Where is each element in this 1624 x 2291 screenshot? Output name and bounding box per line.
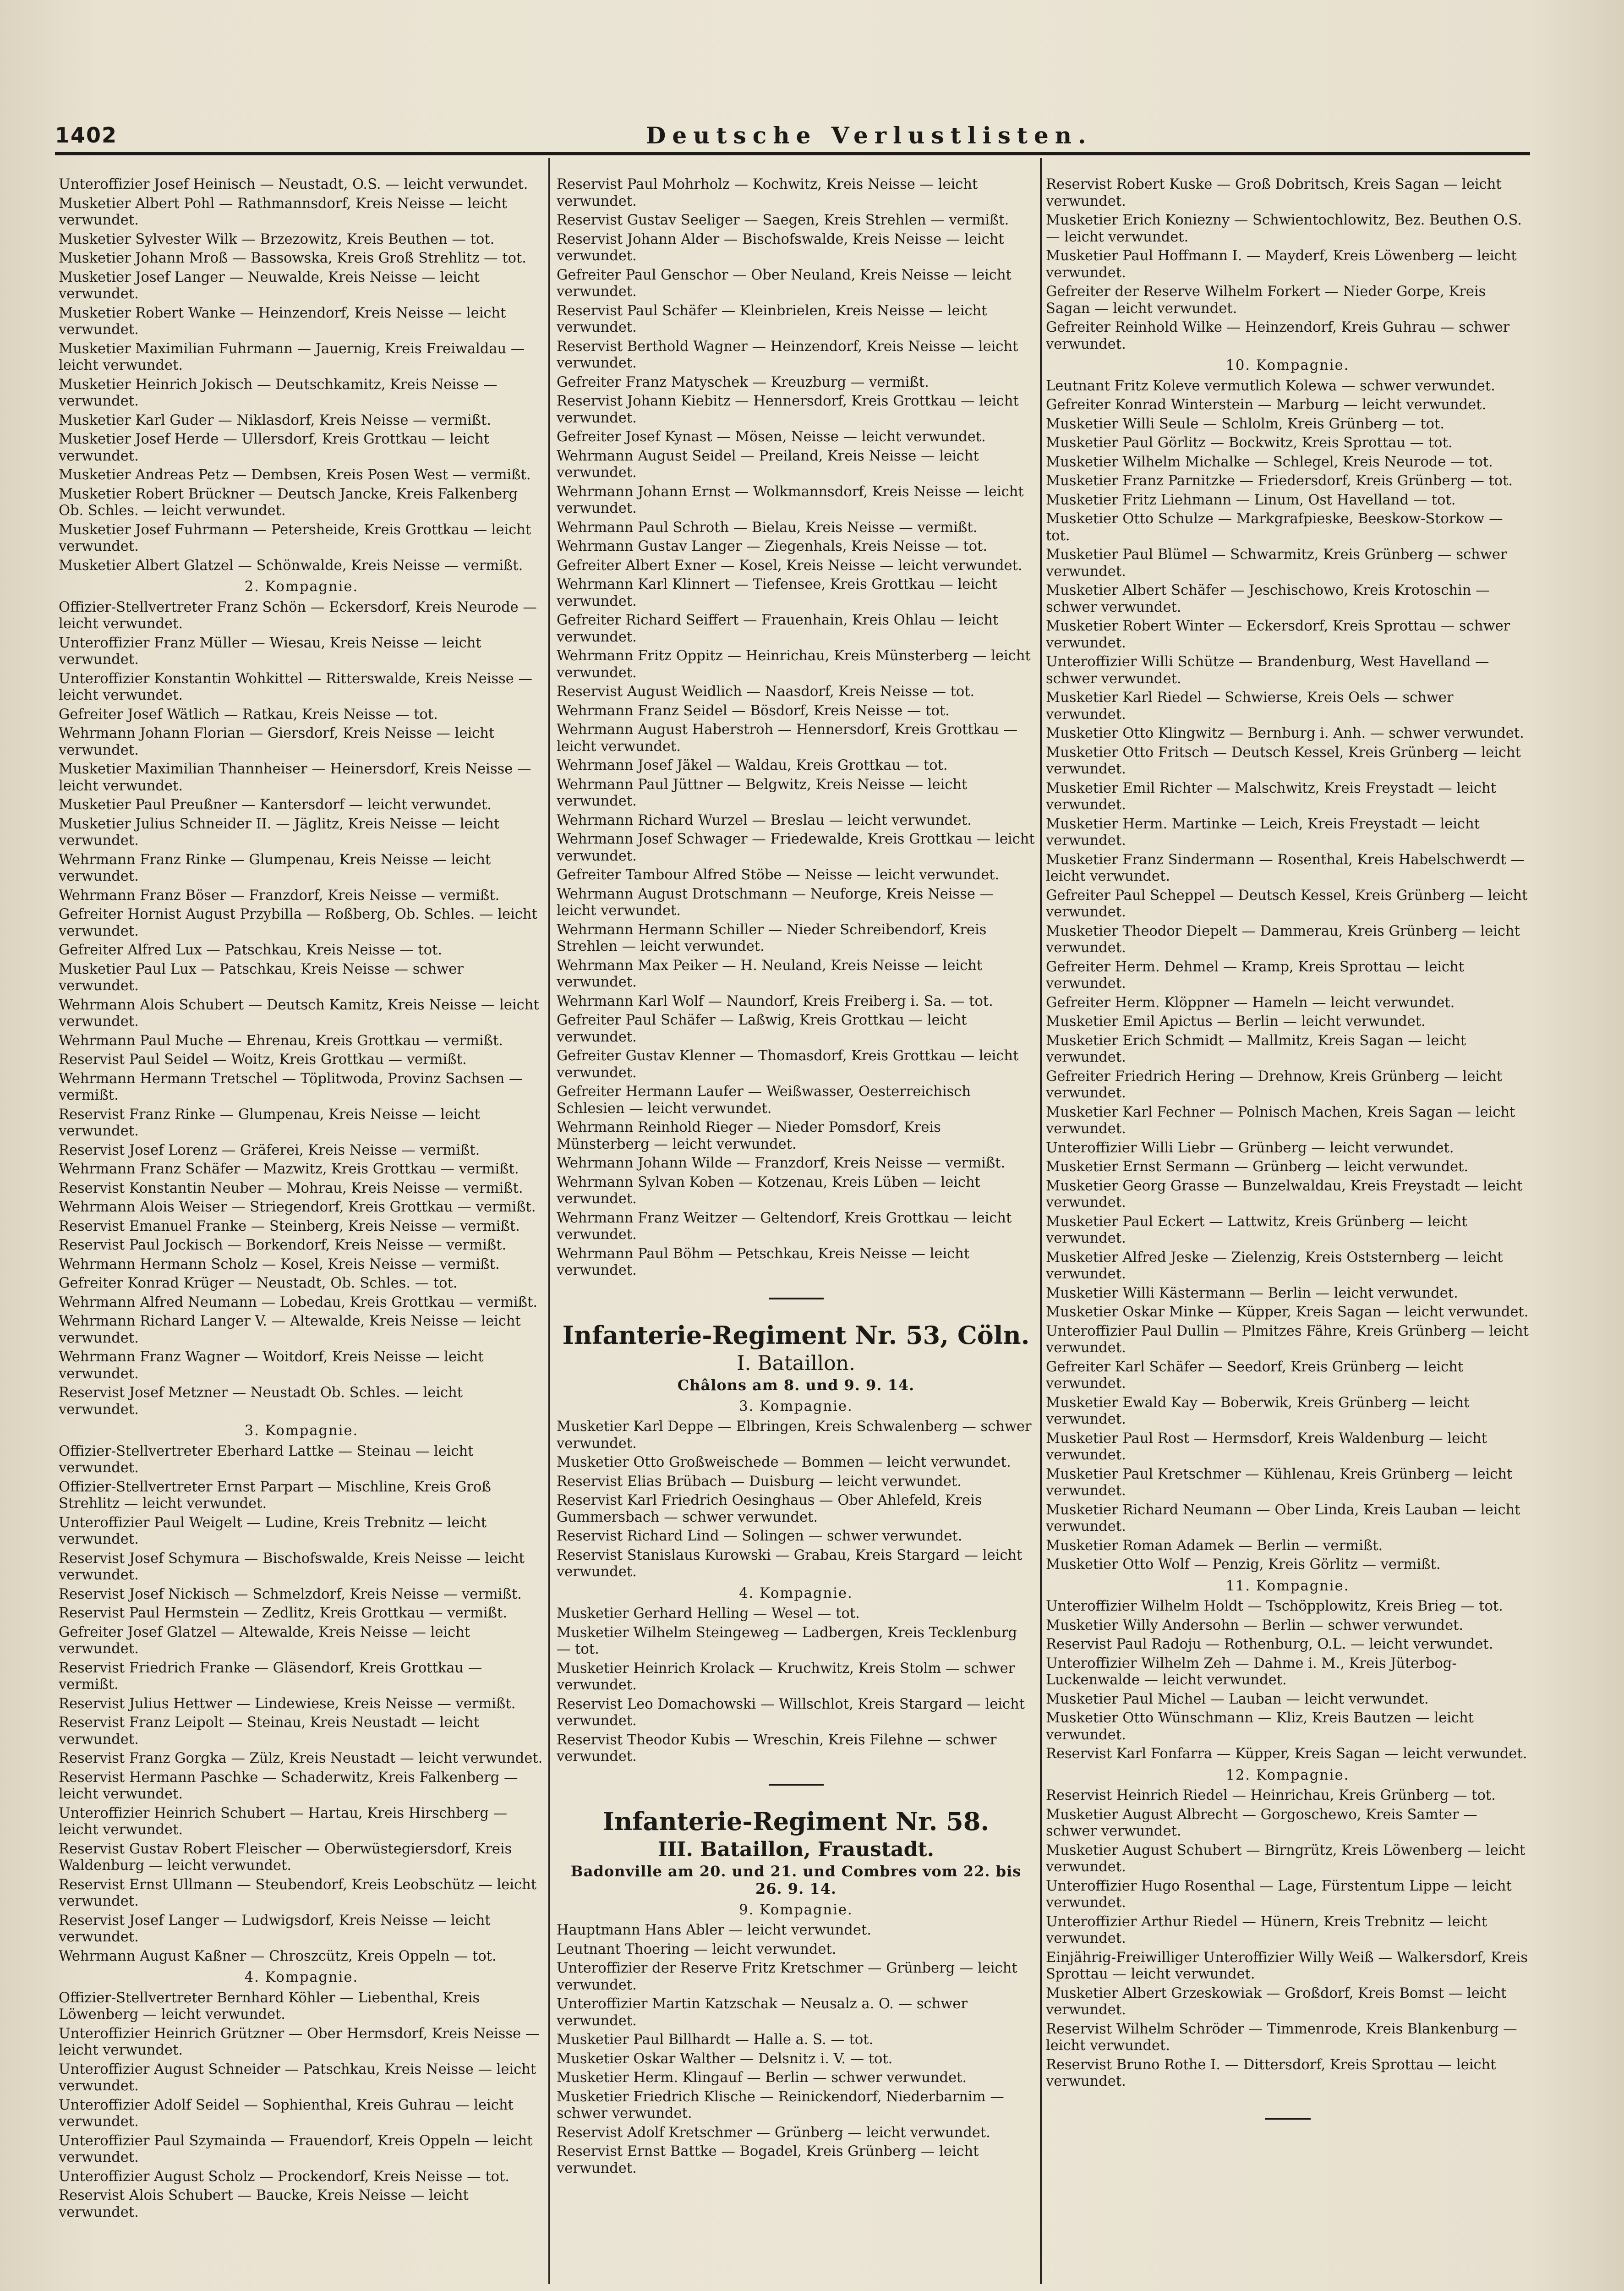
casualty-entry: Wehrmann Richard Wurzel — Breslau — leicht verwundet. [557,812,972,828]
casualty-entry: Reservist Franz Rinke — Glumpenau, Kreis Neisse — leicht verwundet. [59,1106,480,1139]
casualty-entry: Wehrmann Johann Ernst — Wolkmannsdorf, Kreis Neisse — leicht verwundet. [557,483,1024,516]
casualty-entry: Musketier Paul Billhardt — Halle a. S. — tot. [557,2032,874,2048]
header-rule [55,152,1530,155]
casualty-entry: Musketier Roman Adamek — Berlin — vermißt. [1046,1537,1383,1554]
casualty-entry: Musketier Heinrich Krolack — Kruchwitz, Kreis Stolm — schwer verwundet. [557,1660,1015,1693]
casualty-entry: Reservist Paul Radoju — Rothenburg, O.L. — leicht verwundet. [1046,1636,1493,1652]
casualty-entry: Musketier Karl Guder — Niklasdorf, Kreis Neisse — vermißt. [59,412,492,428]
casualty-entry: Musketier Paul Preußner — Kantersdorf — leicht verwundet. [59,797,492,813]
casualty-entry: Gefreiter Paul Genschor — Ober Neuland, Kreis Neisse — leicht verwundet. [557,267,1012,300]
section-divider [1265,2118,1311,2120]
casualty-entry: Wehrmann Paul Jüttner — Belgwitz, Kreis Neisse — leicht verwundet. [557,776,968,809]
casualty-entry: Musketier Erich Schmidt — Mallmitz, Kreis Sagan — leicht verwundet. [1046,1032,1466,1065]
casualty-entry: Reservist Josef Nickisch — Schmelzdorf, Kreis Neisse — vermißt. [59,1586,522,1602]
casualty-entry: Reservist Josef Metzner — Neustadt Ob. Schles. — leicht verwundet. [59,1385,463,1418]
casualty-entry: Wehrmann Karl Wolf — Naundorf, Kreis Freiberg i. Sa. — tot. [557,993,993,1009]
casualty-entry: Reservist Robert Kuske — Groß Dobritsch, Kreis Sagan — leicht verwundet. [1046,176,1502,209]
casualty-entry: Wehrmann Paul Böhm — Petschkau, Kreis Neisse — leicht verwundet. [557,1245,970,1278]
casualty-entry: Reservist August Weidlich — Naasdorf, Kreis Neisse — tot. [557,684,975,700]
casualty-entry: Wehrmann Franz Schäfer — Mazwitz, Kreis Grottkau — vermißt. [59,1161,519,1177]
casualty-entry: Reservist Paul Jockisch — Borkendorf, Kreis Neisse — vermißt. [59,1237,507,1253]
casualty-entry: Musketier Josef Herde — Ullersdorf, Kreis Grottkau — leicht verwundet. [59,431,489,464]
company-heading: 12. Kompagnie. [1225,1767,1350,1783]
casualty-entry: Musketier Josef Langer — Neuwalde, Kreis Neisse — leicht verwundet. [59,269,480,302]
casualty-entry: Musketier Julius Schneider II. — Jäglitz, Kreis Neisse — leicht verwundet. [59,816,500,849]
casualty-entry: Musketier Franz Parnitzke — Friedersdorf, Kreis Grünberg — tot. [1046,473,1513,489]
casualty-entry: Musketier Johann Mroß — Bassowska, Kreis Groß Strehlitz — tot. [59,250,526,266]
page-header [55,123,1528,152]
casualty-entry: Musketier Herm. Klingauf — Berlin — schwer verwundet. [557,2070,967,2086]
casualty-entry: Reservist Alois Schubert — Baucke, Kreis Neisse — leicht verwundet. [59,2187,469,2220]
casualty-entry: Wehrmann Karl Klinnert — Tiefensee, Kreis Grottkau — leicht verwundet. [557,576,997,609]
casualty-entry: Wehrmann Franz Weitzer — Geltendorf, Kreis Grottkau — leicht verwundet. [557,1210,1012,1243]
casualty-entry: Offizier-Stellvertreter Franz Schön — Eckersdorf, Kreis Neurode — leicht verwundet. [59,599,537,632]
casualty-entry: Gefreiter Karl Schäfer — Seedorf, Kreis Grünberg — leicht verwundet. [1046,1359,1464,1392]
casualty-entry: Reservist Richard Lind — Solingen — schwer verwundet. [557,1528,962,1544]
casualty-entry: Musketier Andreas Petz — Dembsen, Kreis Posen West — vermißt. [59,467,531,483]
casualty-entry: Gefreiter Paul Schäfer — Laßwig, Kreis Grottkau — leicht verwundet. [557,1012,967,1045]
casualty-entry: Unteroffizier Paul Weigelt — Ludine, Kreis Trebnitz — leicht verwundet. [59,1514,487,1547]
casualty-entry: Gefreiter Josef Glatzel — Altewalde, Kreis Neisse — leicht verwundet. [59,1624,470,1657]
casualty-entry: Unteroffizier Martin Katzschak — Neusalz a. O. — schwer verwundet. [557,1996,968,2029]
casualty-entry: Reservist Gustav Robert Fleischer — Oberwüstegiersdorf, Kreis Waldenburg — leicht verwundet. [59,1841,512,1874]
casualty-entry: Wehrmann Fritz Oppitz — Heinrichau, Kreis Münsterberg — leicht verwundet. [557,648,1031,681]
casualty-entry: Offizier-Stellvertreter Bernhard Köhler — Liebenthal, Kreis Löwenberg — leicht verwundet. [59,1990,480,2022]
casualty-entry: Musketier August Albrecht — Gorgoschewo, Kreis Samter — schwer verwundet. [1046,1806,1477,1839]
casualty-entry: Gefreiter Konrad Winterstein — Marburg — leicht verwundet. [1046,397,1487,413]
regiment-heading: Infanterie-Regiment Nr. 53, Cöln. [562,1320,1030,1350]
casualty-entry: Wehrmann Gustav Langer — Ziegenhals, Kreis Neisse — tot. [557,538,988,554]
casualty-entry: Musketier Paul Görlitz — Bockwitz, Kreis Sprottau — tot. [1046,435,1453,451]
casualty-entry: Gefreiter der Reserve Wilhelm Forkert — Nieder Gorpe, Kreis Sagan — leicht verwundet. [1046,284,1486,317]
section-divider [769,1298,824,1299]
company-heading: 4. Kompagnie. [244,1969,359,1985]
casualty-entry: Gefreiter Albert Exner — Kosel, Kreis Neisse — leicht verwundet. [557,557,1023,574]
casualty-entry: Musketier Albert Pohl — Rathmannsdorf, Kreis Neisse — leicht verwundet. [59,195,507,228]
casualty-entry: Reservist Paul Hermstein — Zedlitz, Kreis Grottkau — vermißt. [59,1605,508,1621]
casualty-entry: Musketier Willi Kästermann — Berlin — leicht verwundet. [1046,1285,1458,1301]
casualty-entry: Reservist Johann Kiebitz — Hennersdorf, Kreis Grottkau — leicht verwundet. [557,393,1019,426]
casualty-entry: Musketier Georg Grasse — Bunzelwaldau, Kreis Freystadt — leicht verwundet. [1046,1178,1523,1211]
casualty-entry: Wehrmann Paul Muche — Ehrenau, Kreis Grottkau — vermißt. [59,1032,503,1049]
casualty-entry: Musketier Josef Fuhrmann — Petersheide, Kreis Grottkau — leicht verwundet. [59,521,531,554]
casualty-entry: Reservist Stanislaus Kurowski — Grabau, Kreis Stargard — leicht verwundet. [557,1547,1023,1580]
casualty-entry: Wehrmann Franz Seidel — Bösdorf, Kreis Neisse — tot. [557,702,950,719]
company-heading: 11. Kompagnie. [1225,1578,1350,1594]
casualty-entry: Musketier Wilhelm Steingeweg — Ladbergen, Kreis Tecklenburg — tot. [557,1624,1017,1657]
casualty-entry: Musketier Ewald Kay — Boberwik, Kreis Grünberg — leicht verwundet. [1046,1394,1470,1427]
casualty-entry: Musketier Ernst Sermann — Grünberg — leicht verwundet. [1046,1159,1469,1175]
casualty-entry: Wehrmann Franz Wagner — Woitdorf, Kreis Neisse — leicht verwundet. [59,1349,484,1382]
casualty-entry: Gefreiter Reinhold Wilke — Heinzendorf, Kreis Guhrau — schwer verwundet. [1046,319,1510,352]
casualty-entry: Reservist Adolf Kretschmer — Grünberg — leicht verwundet. [557,2124,990,2141]
casualty-entry: Musketier Willy Andersohn — Berlin — schwer verwundet. [1046,1617,1464,1633]
casualty-entry: Musketier Richard Neumann — Ober Linda, Kreis Lauban — leicht verwundet. [1046,1502,1520,1535]
casualty-entry: Unteroffizier Konstantin Wohkittel — Ritterswalde, Kreis Neisse — leicht verwundet. [59,670,533,703]
casualty-entry: Reservist Karl Friedrich Oesinghaus — Ober Ahlefeld, Kreis Gummersbach — schwer verwundet. [557,1492,982,1525]
casualty-entry: Reservist Josef Schymura — Bischofswalde, Kreis Neisse — leicht verwundet. [59,1550,525,1583]
casualty-entry: Wehrmann Franz Rinke — Glumpenau, Kreis Neisse — leicht verwundet. [59,851,491,884]
casualty-entry: Musketier August Schubert — Birngrütz, Kreis Löwenberg — leicht verwundet. [1046,1842,1526,1875]
casualty-entry: Musketier Albert Glatzel — Schönwalde, Kreis Neisse — vermißt. [59,557,523,574]
casualty-entry: Wehrmann Hermann Tretschel — Töplitwoda, Provinz Sachsen — vermißt. [59,1070,523,1103]
battalion-heading: I. Bataillon. [737,1351,855,1375]
casualty-entry: Musketier Otto Wünschmann — Kliz, Kreis Bautzen — leicht verwundet. [1046,1710,1474,1743]
casualty-entry: Leutnant Thoering — leicht verwundet. [557,1941,837,1957]
company-heading: 3. Kompagnie. [244,1423,359,1439]
casualty-entry: Musketier Otto Großweischede — Bommen — leicht verwundet. [557,1454,1011,1470]
casualty-entry: Reservist Hermann Paschke — Schaderwitz, Kreis Falkenberg — leicht verwundet. [59,1769,518,1802]
casualty-entry: Unteroffizier Franz Müller — Wiesau, Kreis Neisse — leicht verwundet. [59,635,481,668]
casualty-entry: Musketier Paul Michel — Lauban — leicht verwundet. [1046,1691,1429,1707]
casualty-entry: Wehrmann Hermann Scholz — Kosel, Kreis Neisse — vermißt. [59,1256,500,1272]
casualty-entry: Reservist Ernst Battke — Bogadel, Kreis Grünberg — leicht verwundet. [557,2143,979,2176]
casualty-entry: Musketier Sylvester Wilk — Brzezowitz, Kreis Beuthen — tot. [59,231,495,247]
casualty-entry: Reservist Konstantin Neuber — Mohrau, Kreis Neisse — vermißt. [59,1180,523,1196]
casualty-entry: Musketier Paul Kretschmer — Kühlenau, Kreis Grünberg — leicht verwundet. [1046,1466,1513,1499]
casualty-entry: Gefreiter Franz Matyschek — Kreuzburg — vermißt. [557,374,929,390]
casualty-entry: Wehrmann Josef Schwager — Friedewalde, Kreis Grottkau — leicht verwundet. [557,831,1035,864]
casualty-entry: Unteroffizier Josef Heinisch — Neustadt, O.S. — leicht verwundet. [59,176,528,192]
casualty-entry: Wehrmann Johann Florian — Giersdorf, Kreis Neisse — leicht verwundet. [59,725,495,758]
casualty-entry: Gefreiter Richard Seiffert — Frauenhain, Kreis Ohlau — leicht verwundet. [557,612,999,645]
casualty-entry: Gefreiter Hornist August Przybilla — Roßberg, Ob. Schles. — leicht verwundet. [59,906,537,939]
casualty-entry: Musketier Paul Blümel — Schwarmitz, Kreis Grünberg — schwer verwundet. [1046,547,1507,580]
casualty-entry: Unteroffizier Willi Schütze — Brandenburg, West Havelland — schwer verwundet. [1046,654,1489,687]
casualty-entry: Reservist Wilhelm Schröder — Timmenrode, Kreis Blankenburg — leicht verwundet. [1046,2021,1517,2054]
company-heading: 2. Kompagnie. [244,579,359,595]
casualty-entry: Unteroffizier Paul Szymainda — Frauendorf, Kreis Oppeln — leicht verwundet. [59,2132,533,2165]
casualty-entry: Wehrmann Johann Wilde — Franzdorf, Kreis Neisse — vermißt. [557,1155,1006,1171]
casualty-entry: Gefreiter Hermann Laufer — Weißwasser, Oesterreichisch Schlesien — leicht verwundet. [557,1084,971,1117]
casualty-entry: Musketier Oskar Minke — Küpper, Kreis Sagan — leicht verwundet. [1046,1304,1529,1320]
casualty-entry: Gefreiter Konrad Krüger — Neustadt, Ob. Schles. — tot. [59,1275,458,1291]
casualty-entry: Reservist Emanuel Franke — Steinberg, Kreis Neisse — vermißt. [59,1218,520,1234]
casualty-entry: Unteroffizier August Schneider — Patschkau, Kreis Neisse — leicht verwundet. [59,2061,536,2094]
casualty-entry: Musketier Erich Koniezny — Schwientochlowitz, Bez. Beuthen O.S. — leicht verwundet. [1046,212,1522,245]
casualty-entry: Musketier Franz Sindermann — Rosenthal, Kreis Habelschwerdt — leicht verwundet. [1046,851,1525,884]
battle-date-line: Châlons am 8. und 9. 9. 14. [677,1376,915,1394]
casualty-entry: Unteroffizier Willi Liebr — Grünberg — leicht verwundet. [1046,1140,1454,1156]
casualty-entry: Reservist Heinrich Riedel — Heinrichau, Kreis Grünberg — tot. [1046,1787,1496,1803]
casualty-entry: Reservist Julius Hettwer — Lindewiese, Kreis Neisse — vermißt. [59,1695,516,1712]
casualty-entry: Gefreiter Alfred Lux — Patschkau, Kreis Neisse — tot. [59,942,443,958]
casualty-entry: Wehrmann Richard Langer V. — Altewalde, Kreis Neisse — leicht verwundet. [59,1313,521,1346]
casualty-entry: Reservist Friedrich Franke — Gläsendorf, Kreis Grottkau — vermißt. [59,1660,482,1693]
casualty-entry: Musketier Oskar Walther — Delsnitz i. V. — tot. [557,2050,893,2067]
casualty-entry: Reservist Ernst Ullmann — Steubendorf, Kreis Leobschütz — leicht verwundet. [59,1876,537,1909]
casualty-entry: Musketier Heinrich Jokisch — Deutschkamitz, Kreis Neisse — verwundet. [59,376,498,409]
casualty-entry: Unteroffizier Wilhelm Zeh — Dahme i. M., Kreis Jüterbog-Luckenwalde — leicht verwundet. [1046,1655,1457,1688]
casualty-entry: Gefreiter Herm. Dehmel — Kramp, Kreis Sprottau — leicht verwundet. [1046,959,1465,992]
casualty-entry: Wehrmann Hermann Schiller — Nieder Schreibendorf, Kreis Strehlen — leicht verwundet. [557,921,987,954]
casualty-entry: Wehrmann Max Peiker — H. Neuland, Kreis Neisse — leicht verwundet. [557,957,983,990]
casualty-entry: Hauptmann Hans Abler — leicht verwundet. [557,1922,871,1938]
casualty-entry: Gefreiter Friedrich Hering — Drehnow, Kreis Grünberg — leicht verwundet. [1046,1068,1503,1101]
casualty-entry: Wehrmann Reinhold Rieger — Nieder Pomsdorf, Kreis Münsterberg — leicht verwundet. [557,1119,941,1152]
casualty-entry: Unteroffizier Heinrich Grützner — Ober Hermsdorf, Kreis Neisse — leicht verwundet. [59,2025,540,2058]
casualty-entry: Gefreiter Josef Kynast — Mösen, Neisse — leicht verwundet. [557,429,986,445]
casualty-entry: Reservist Josef Langer — Ludwigsdorf, Kreis Neisse — leicht verwundet. [59,1912,491,1945]
page-title: Deutsche Verlustlisten. [646,122,1093,149]
casualty-entry: Musketier Robert Brückner — Deutsch Jancke, Kreis Falkenberg Ob. Schles. — leicht verwundet. [59,486,518,519]
casualty-entry: Musketier Paul Rost — Hermsdorf, Kreis Waldenburg — leicht verwundet. [1046,1430,1487,1463]
column-2 [557,176,1035,2291]
casualty-entry: Musketier Otto Klingwitz — Bernburg i. Anh. — schwer verwundet. [1046,725,1524,741]
casualty-entry: Musketier Maximilian Fuhrmann — Jauernig, Kreis Freiwaldau — leicht verwundet. [59,340,525,373]
casualty-entry: Unteroffizier Wilhelm Holdt — Tschöpplowitz, Kreis Brieg — tot. [1046,1598,1503,1614]
casualty-entry: Musketier Karl Deppe — Elbringen, Kreis Schwalenberg — schwer verwundet. [557,1419,1032,1452]
casualty-entry: Reservist Karl Fonfarra — Küpper, Kreis Sagan — leicht verwundet. [1046,1746,1527,1762]
casualty-entry: Wehrmann Josef Jäkel — Waldau, Kreis Grottkau — tot. [557,757,948,773]
casualty-entry: Musketier Paul Eckert — Lattwitz, Kreis Grünberg — leicht verwundet. [1046,1213,1467,1246]
casualty-entry: Musketier Otto Fritsch — Deutsch Kessel, Kreis Grünberg — leicht verwundet. [1046,744,1521,777]
company-heading: 3. Kompagnie. [739,1398,853,1414]
casualty-entry: Musketier Paul Hoffmann I. — Mayderf, Kreis Löwenberg — leicht verwundet. [1046,248,1517,281]
casualty-entry: Gefreiter Paul Scheppel — Deutsch Kessel, Kreis Grünberg — leicht verwundet. [1046,887,1528,920]
company-heading: 10. Kompagnie. [1225,357,1350,373]
casualty-entry: Unteroffizier Paul Dullin — Plmitzes Fähre, Kreis Grünberg — leicht verwundet. [1046,1323,1529,1356]
casualty-entry: Musketier Paul Lux — Patschkau, Kreis Neisse — schwer verwundet. [59,961,464,994]
casualty-entry: Musketier Albert Grzeskowiak — Großdorf, Kreis Bomst — leicht verwundet. [1046,1985,1507,2018]
casualty-entry: Reservist Bruno Rothe I. — Dittersdorf, Kreis Sprottau — leicht verwundet. [1046,2056,1496,2089]
casualty-entry: Musketier Alfred Jeske — Zielenzig, Kreis Oststernberg — leicht verwundet. [1046,1249,1503,1282]
casualty-entry: Offizier-Stellvertreter Eberhard Lattke — Steinau — leicht verwundet. [59,1443,474,1476]
casualty-entry: Unteroffizier Heinrich Schubert — Hartau, Kreis Hirschberg — leicht verwundet. [59,1805,508,1838]
casualty-entry: Einjährig-Freiwilliger Unteroffizier Willy Weiß — Walkersdorf, Kreis Sprottau — leicht verwundet. [1046,1949,1528,1982]
casualty-entry: Reservist Berthold Wagner — Heinzendorf, Kreis Neisse — leicht verwundet. [557,338,1018,371]
casualty-entry: Reservist Paul Mohrholz — Kochwitz, Kreis Neisse — leicht verwundet. [557,176,978,209]
casualty-entry: Musketier Karl Fechner — Polnisch Machen, Kreis Sagan — leicht verwundet. [1046,1104,1515,1137]
column-divider-right [1040,158,1042,2284]
casualty-entry: Gefreiter Josef Wätlich — Ratkau, Kreis Neisse — tot. [59,706,438,723]
casualty-entry: Wehrmann August Drotschmann — Neuforge, Kreis Neisse — leicht verwundet. [557,886,994,919]
casualty-entry: Musketier Gerhard Helling — Wesel — tot. [557,1606,860,1622]
casualty-entry: Musketier Robert Winter — Eckersdorf, Kreis Sprottau — schwer verwundet. [1046,618,1510,651]
casualty-entry: Wehrmann Alfred Neumann — Lobedau, Kreis Grottkau — vermißt. [59,1294,538,1310]
casualty-entry: Unteroffizier der Reserve Fritz Kretschmer — Grünberg — leicht verwundet. [557,1960,1017,1993]
column-3 [1046,176,1529,2284]
casualty-entry: Musketier Theodor Diepelt — Dammerau, Kreis Grünberg — leicht verwundet. [1046,923,1520,956]
page-number: 1402 [55,123,118,148]
casualty-entry: Offizier-Stellvertreter Ernst Parpart — Mischline, Kreis Groß Strehlitz — leicht verwundet. [59,1479,491,1512]
casualty-entry: Musketier Robert Wanke — Heinzendorf, Kreis Neisse — leicht verwundet. [59,305,506,338]
casualty-entry: Gefreiter Tambour Alfred Stöbe — Neisse — leicht verwundet. [557,867,1000,883]
casualty-entry: Musketier Otto Wolf — Penzig, Kreis Görlitz — vermißt. [1046,1557,1441,1573]
casualty-entry: Musketier Maximilian Thannheiser — Heinersdorf, Kreis Neisse — leicht verwundet. [59,761,531,794]
casualty-entry: Musketier Emil Apictus — Berlin — leicht verwundet. [1046,1014,1426,1030]
casualty-entry: Musketier Karl Riedel — Schwierse, Kreis Oels — schwer verwundet. [1046,690,1454,723]
regiment-heading: Infanterie-Regiment Nr. 58. [602,1806,990,1836]
casualty-entry: Wehrmann Franz Böser — Franzdorf, Kreis Neisse — vermißt. [59,887,500,904]
casualty-entry: Wehrmann August Kaßner — Chroszcütz, Kreis Oppeln — tot. [59,1948,497,1964]
casualty-entry: Gefreiter Gustav Klenner — Thomasdorf, Kreis Grottkau — leicht verwundet. [557,1048,1019,1081]
casualty-entry: Musketier Herm. Martinke — Leich, Kreis Freystadt — leicht verwundet. [1046,816,1480,849]
casualty-entry: Musketier Otto Schulze — Markgrafpieske, Beeskow-Storkow — tot. [1046,511,1503,544]
casualty-entry: Wehrmann Alois Schubert — Deutsch Kamitz, Kreis Neisse — leicht verwundet. [59,997,539,1030]
casualty-entry: Musketier Fritz Liehmann — Linum, Ost Havelland — tot. [1046,492,1456,508]
casualty-entry: Wehrmann August Seidel — Preiland, Kreis Neisse — leicht verwundet. [557,448,979,481]
casualty-entry: Gefreiter Herm. Klöppner — Hameln — leicht verwundet. [1046,994,1455,1011]
column-divider-left [548,158,550,2284]
casualty-entry: Unteroffizier Arthur Riedel — Hünern, Kreis Trebnitz — leicht verwundet. [1046,1913,1487,1946]
casualty-entry: Reservist Paul Seidel — Woitz, Kreis Grottkau — vermißt. [59,1052,467,1068]
casualty-entry: Musketier Wilhelm Michalke — Schlegel, Kreis Neurode — tot. [1046,454,1493,470]
casualty-entry: Reservist Elias Brübach — Duisburg — leicht verwundet. [557,1473,962,1490]
casualty-entry: Musketier Emil Richter — Malschwitz, Kreis Freystadt — leicht verwundet. [1046,780,1496,813]
casualty-entry: Wehrmann Alois Weiser — Striegendorf, Kreis Grottkau — vermißt. [59,1199,536,1215]
casualty-entry: Reservist Gustav Seeliger — Saegen, Kreis Strehlen — vermißt. [557,212,1009,228]
section-divider [769,1784,824,1786]
battle-date-line: Badonville am 20. und 21. und Combres vom 22. bis 26. 9. 14. [570,1862,1022,1897]
casualty-entry: Musketier Albert Schäfer — Jeschischowo, Kreis Krotoschin — schwer verwundet. [1046,582,1490,615]
casualty-entry: Reservist Paul Schäfer — Kleinbrielen, Kreis Neisse — leicht verwundet. [557,302,987,335]
casualty-entry: Reservist Theodor Kubis — Wreschin, Kreis Filehne — schwer verwundet. [557,1732,997,1765]
casualty-entry: Reservist Josef Lorenz — Gräferei, Kreis Neisse — vermißt. [59,1142,480,1158]
casualty-entry: Musketier Willi Seule — Schlolm, Kreis Grünberg — tot. [1046,416,1444,432]
casualty-entry: Unteroffizier Hugo Rosenthal — Lage, Fürstentum Lippe — leicht verwundet. [1046,1878,1512,1911]
company-heading: 4. Kompagnie. [739,1585,853,1601]
casualty-entry: Unteroffizier August Scholz — Prockendorf, Kreis Neisse — tot. [59,2168,509,2185]
casualty-entry: Reservist Leo Domachowski — Willschlot, Kreis Stargard — leicht verwundet. [557,1696,1025,1729]
casualty-entry: Reservist Franz Leipolt — Steinau, Kreis Neustadt — leicht verwundet. [59,1715,480,1748]
casualty-entry: Musketier Friedrich Klische — Reinickendorf, Niederbarnim — schwer verwundet. [557,2088,1004,2121]
company-heading: 9. Kompagnie. [739,1902,853,1918]
casualty-entry: Wehrmann Sylvan Koben — Kotzenau, Kreis Lüben — leicht verwundet. [557,1174,980,1207]
casualty-entry: Wehrmann Paul Schroth — Bielau, Kreis Neisse — vermißt. [557,519,978,536]
column-1 [59,176,544,2284]
casualty-entry: Reservist Johann Alder — Bischofswalde, Kreis Neisse — leicht verwundet. [557,231,1004,264]
casualty-entry: Unteroffizier Adolf Seidel — Sophienthal, Kreis Guhrau — leicht verwundet. [59,2097,514,2130]
casualty-entry: Leutnant Fritz Koleve vermutlich Kolewa — schwer verwundet. [1046,378,1495,394]
casualty-entry: Reservist Franz Gorgka — Zülz, Kreis Neustadt — leicht verwundet. [59,1750,543,1766]
battalion-heading: III. Bataillon, Fraustadt. [657,1837,935,1861]
casualty-entry: Wehrmann August Haberstroh — Hennersdorf, Kreis Grottkau — leicht verwundet. [557,722,1018,755]
